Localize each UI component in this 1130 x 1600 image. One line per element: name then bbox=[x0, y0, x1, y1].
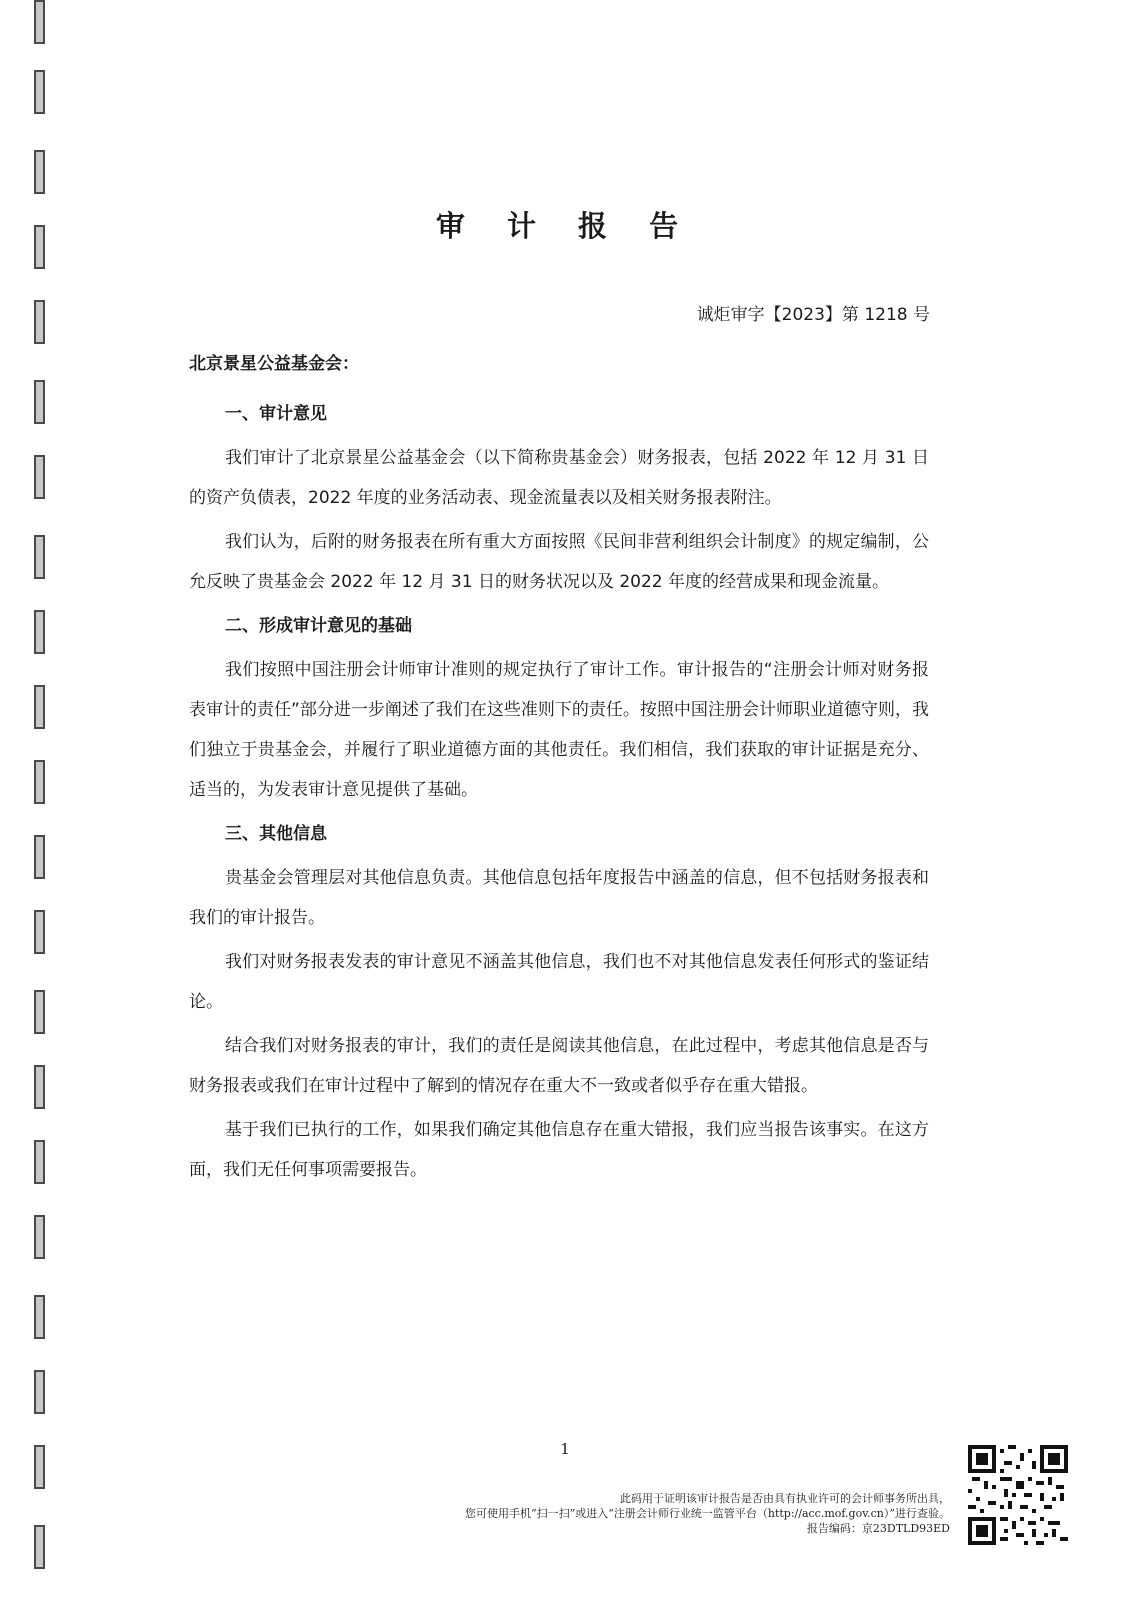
binding-hole bbox=[34, 70, 45, 114]
paragraph: 基于我们已执行的工作，如果我们确定其他信息存在重大错报，我们应当报告该事实。在这方面，我们无任何事项需要报告。 bbox=[189, 1120, 929, 1180]
footer-line: 此码用于证明该审计报告是否由具有执业许可的会计师事务所出具， bbox=[620, 1492, 950, 1505]
binding-hole bbox=[34, 1215, 45, 1259]
report-code: 报告编码：京23DTLD93ED bbox=[806, 1522, 950, 1535]
binding-hole bbox=[34, 910, 45, 954]
paragraph: 我们按照中国注册会计师审计准则的规定执行了审计工作。审计报告的“注册会计师对财务报表审计的责任”部分进一步阐述了我们在这些准则下的责任。按照中国注册会计师职业道德守则，我们独立于贵基金会，并履行了职业道德方面的其他责任。我们相信，我们获取的审计证据是充分、适当的，为发表审计意见提供了基础。 bbox=[189, 660, 929, 800]
binding-hole bbox=[34, 535, 45, 579]
binding-hole bbox=[34, 300, 45, 344]
paragraph: 我们审计了北京景星公益基金会（以下简称贵基金会）财务报表，包括 2022 年 12 月 31 日的资产负债表，2022 年度的业务活动表、现金流量表以及相关财务报表附注。 bbox=[189, 448, 929, 508]
paragraph: 贵基金会管理层对其他信息负责。其他信息包括年度报告中涵盖的信息，但不包括财务报表和我们的审计报告。 bbox=[189, 868, 929, 928]
binding-hole bbox=[34, 1065, 45, 1109]
binding-hole bbox=[34, 1525, 45, 1569]
binding-hole bbox=[34, 0, 45, 44]
binding-hole bbox=[34, 835, 45, 879]
binding-hole bbox=[34, 380, 45, 424]
page-number: 1 bbox=[560, 1440, 570, 1458]
binding-hole bbox=[34, 1370, 45, 1414]
reference-number: 诚炬审字【2023】第 1218 号 bbox=[696, 305, 930, 325]
binding-hole bbox=[34, 610, 45, 654]
binding-hole bbox=[34, 760, 45, 804]
paragraph: 我们对财务报表发表的审计意见不涵盖其他信息，我们也不对其他信息发表任何形式的鉴证结论。 bbox=[189, 952, 929, 1012]
section-heading: 一、审计意见 bbox=[225, 404, 327, 424]
section-heading: 二、形成审计意见的基础 bbox=[225, 616, 412, 636]
section-heading: 三、其他信息 bbox=[225, 824, 327, 844]
binding-hole bbox=[34, 1295, 45, 1339]
binding-hole bbox=[34, 685, 45, 729]
footer-line: 您可使用手机“扫一扫”或进入“注册会计师行业统一监管平台（http://acc.mof.gov.cn）”进行查验。 bbox=[465, 1507, 950, 1520]
addressee: 北京景星公益基金会： bbox=[189, 354, 359, 374]
binding-hole bbox=[34, 1140, 45, 1184]
binding-hole bbox=[34, 150, 45, 194]
binding-hole bbox=[34, 455, 45, 499]
paragraph: 结合我们对财务报表的审计，我们的责任是阅读其他信息，在此过程中，考虑其他信息是否与财务报表或我们在审计过程中了解到的情况存在重大不一致或者似乎存在重大错报。 bbox=[189, 1036, 929, 1096]
qr-code-icon[interactable] bbox=[968, 1445, 1068, 1545]
report-body bbox=[189, 394, 929, 1194]
paragraph: 我们认为，后附的财务报表在所有重大方面按照《民间非营利组织会计制度》的规定编制，公允反映了贵基金会 2022 年 12 月 31 日的财务状况以及 2022 年度的经营成果和现金流量。 bbox=[189, 532, 929, 592]
binding-hole bbox=[34, 990, 45, 1034]
document-title: 审 计 报 告 bbox=[435, 209, 695, 243]
verification-footer bbox=[330, 1491, 950, 1536]
